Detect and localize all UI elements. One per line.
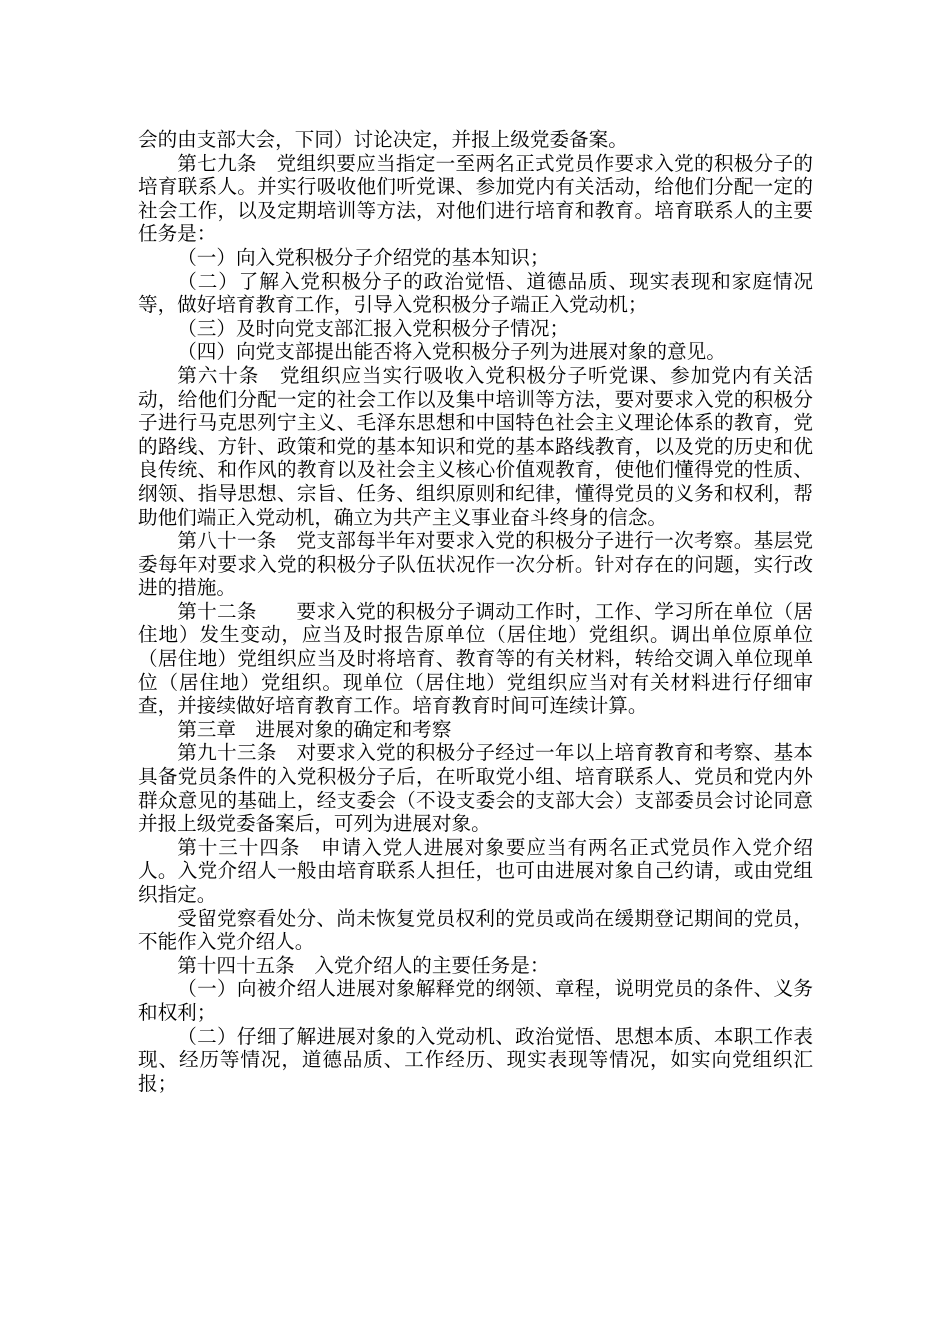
- article-60-paragraph: 第六十条 党组织应当实行吸收入党积极分子听党课、参加党内有关活动，给他们分配一定的社会工作以及集中培训等方法，要对要求入党的积极分子进行马克思列宁主义、毛泽东思想和中国特色社会主义理论体系的教育，党的路线、方针、政策和党的基本知识和党的基本路线教育，以及党的历史和优良传统、和作风的教育以及社会主义核心价值观教育，使他们懂得党的性质、纲领、指导思想、宗旨、任务、组织原则和纪律，懂得党员的义务和权利，帮助他们端正入党动机，确立为共产主义事业奋斗终身的信念。: [138, 363, 813, 529]
- article-12-paragraph: 第十二条 要求入党的积极分子调动工作时，工作、学习所在单位（居住地）发生变动，应当及时报告原单位（居住地）党组织。调出单位原单位（居住地）党组织应当及时将培育、教育等的有关材料，转给交调入单位现单位（居住地）党组织。现单位（居住地）党组织应当对有关材料进行仔细审查，并接续做好培育教育工作。培育教育时间可连续计算。: [138, 599, 813, 718]
- document-body: [138, 128, 813, 1095]
- article-79-paragraph: 第七九条 党组织要应当指定一至两名正式党员作要求入党的积极分子的培育联系人。并实行吸收他们听党课、参加党内有关活动，给他们分配一定的社会工作，以及定期培训等方法，对他们进行培育和教育。培育联系人的主要任务是：: [138, 151, 813, 246]
- list-item-3: （三）及时向党支部汇报入党积极分子情况；: [177, 316, 570, 340]
- article-1314-paragraph: 第十三十四条 申请入党人进展对象要应当有两名正式党员作入党介绍人。入党介绍人一般由培育联系人担任，也可由进展对象自己约请，或由党组织指定。: [138, 835, 813, 906]
- duty-item-1: （一）向被介绍人进展对象解释党的纲领、章程，说明党员的条件、义务和权利；: [138, 977, 813, 1024]
- list-item-4: （四）向党支部提出能否将入党积极分子列为进展对象的意见。: [177, 340, 726, 364]
- article-1415-paragraph: 第十四十五条 入党介绍人的主要任务是：: [177, 953, 550, 977]
- article-93-paragraph: 第九十三条 对要求入党的积极分子经过一年以上培育教育和考察、基本具备党员条件的入党积极分子后，在听取党小组、培育联系人、党员和党内外群众意见的基础上，经支委会（不设支委会的支部大会）支部委员会讨论同意并报上级党委备案后，可列为进展对象。: [138, 741, 813, 836]
- duty-item-2: （二）仔细了解进展对象的入党动机、政治觉悟、思想本质、本职工作表现、经历等情况，道德品质、工作经历、现实表现等情况，如实向党组织汇报；: [138, 1024, 813, 1095]
- paragraph-continuation: 会的由支部大会，下同）讨论决定，并报上级党委备案。: [138, 128, 628, 151]
- chapter-3-heading: 第三章 进展对象的确定和考察: [177, 717, 452, 741]
- article-81-paragraph: 第八十一条 党支部每半年对要求入党的积极分子进行一次考察。基层党委每年对要求入党的积极分子队伍状况作一次分析。针对存在的问题，实行改进的措施。: [138, 529, 813, 600]
- list-item-2: （二）了解入党积极分子的政治觉悟、道德品质、现实表现和家庭情况等，做好培育教育工作，引导入党积极分子端正入党动机；: [138, 269, 813, 317]
- list-item-1: （一）向入党积极分子介绍党的基本知识；: [177, 245, 550, 269]
- restriction-paragraph: 受留党察看处分、尚未恢复党员权利的党员或尚在缓期登记期间的党员，不能作入党介绍人。: [138, 906, 813, 954]
